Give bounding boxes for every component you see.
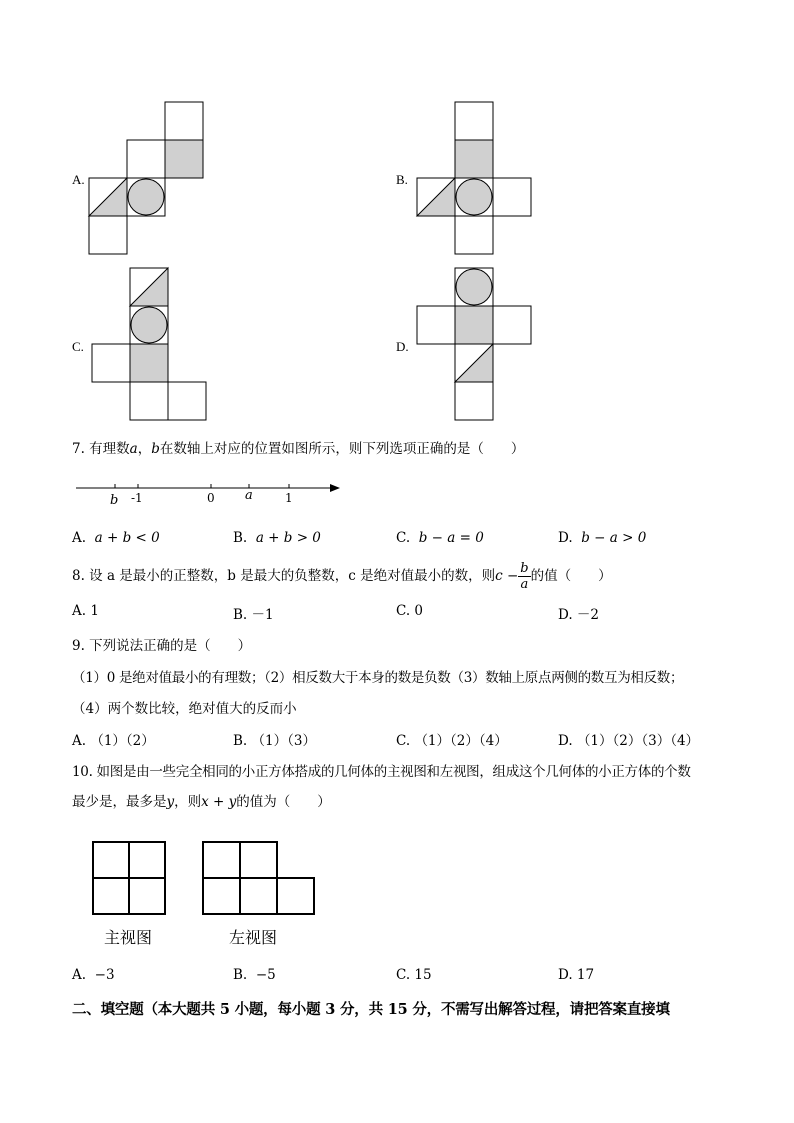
q8-stem-end: 的值（ ） [530,568,612,584]
q7-option-d-label: D. [558,530,573,546]
q7-option-a-expr: a + b < 0 [94,530,160,546]
left-view-label: 左视图 [229,928,278,947]
numberline-label-1: 1 [285,491,293,505]
q7-option-a-label: A. [72,530,87,546]
q9-option-a-text: （1）（2） [90,733,155,749]
q9-option-b-label: B. [233,733,248,749]
q8-option-a: A. 1 [72,603,99,619]
q10-stem-then: ，则 [174,794,202,810]
q8-expr-c: c − [495,568,519,584]
q10-var-y: y [166,794,175,810]
q10-option-a [72,967,115,983]
q9-option-b-text: （1）（3） [251,733,316,749]
q8-fraction-denominator: a [520,577,529,592]
q9-option-d-label: D. [558,733,573,749]
q9-option-a-label: A. [72,733,87,749]
section2-heading: 二、填空题（本大题共 5 小题，每小题 3 分，共 15 分，不需写出解答过程，请把答案直接填 [72,1001,670,1018]
q8-option-c: C. 0 [396,603,424,619]
q10-option-b-label: B. [233,967,248,983]
q7-option-d-expr: b − a > 0 [581,530,647,546]
q10-stem-end: 的值为（ ） [236,794,331,810]
q7-option-b-label: B. [233,530,248,546]
numberline-label-neg1: -1 [131,491,143,505]
q6-option-d-label: D. [396,339,409,354]
q9-option-d-text: （1）（2）（3）（4） [576,733,700,749]
q10-stem-line2-start: 最少是，最多是 [72,794,167,810]
q8-stem-start: 8. 设 a 是最小的正整数，b 是最大的负整数，c 是绝对值最小的数，则 [72,568,496,584]
numberline-label-b: b [110,493,119,508]
q7-option-b-expr: a + b > 0 [255,530,321,546]
q10-option-a-label: A. [72,967,87,983]
numberline-label-a: a [245,488,253,503]
q9-option-c-label: C. [396,733,411,749]
q7-option-c-label: C. [396,530,411,546]
q10-option-a-text: −3 [94,967,115,983]
q9-stem: 9. 下列说法正确的是（ ） [72,638,252,654]
q7-comma: ， [137,441,152,457]
q7-option-c-expr: b − a = 0 [418,530,484,546]
q10-stem-line1: 10. 如图是由一些完全相同的小正方体搭成的几何体的主视图和左视图，组成这个几何体的小正方体的个数 [72,764,691,780]
numberline-label-0: 0 [207,491,215,505]
q9-statements-line1: （1）0 是绝对值最小的有理数；（2）相反数大于本身的数是负数（3）数轴上原点两侧的数互为相反数； [72,670,684,686]
q7-stem-rest: 在数轴上对应的位置如图所示，则下列选项正确的是（ ） [159,441,525,457]
q10-option-c: C. 15 [396,967,432,983]
q10-option-b-text: −5 [255,967,276,983]
q8-option-b: B. －1 [233,607,274,623]
front-view-label: 主视图 [104,928,153,947]
q10-expr-xy: x + y [201,794,237,810]
q6-option-b-label: B. [396,172,408,187]
q7-var-a: a [129,441,138,457]
q8-fraction-numerator: b [520,561,529,576]
q10-option-d: D. 17 [558,967,595,983]
q6-option-c-label: C. [72,339,84,354]
q7-var-b: b [151,441,160,457]
q9-option-c-text: （1）（2）（4） [414,733,508,749]
q7-stem-start: 7. 有理数 [72,441,130,457]
q8-option-d: D. －2 [558,607,600,623]
q10-option-b [233,967,276,983]
q9-statements-line2: （4）两个数比较，绝对值大的反而小 [72,701,297,717]
q6-option-a-label: A. [72,172,85,187]
